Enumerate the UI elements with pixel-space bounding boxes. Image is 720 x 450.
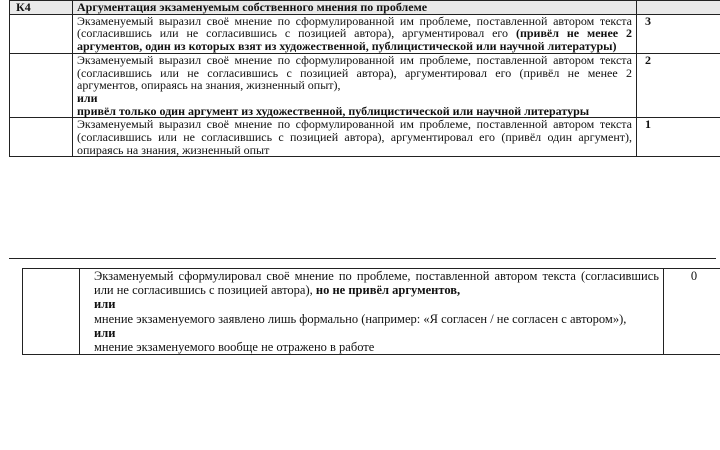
criterion-text-bold: (привёл не менее 2 аргументов, один из которых взят из художественной, публицистической или научной литературы) (77, 26, 633, 54)
criterion-description (73, 14, 637, 53)
criterion-description (73, 118, 637, 157)
criterion-text-bold: но не привёл аргументов, (315, 283, 461, 298)
criteria-table-k4-continued (22, 268, 720, 355)
page-divider (9, 258, 716, 259)
criterion-description (73, 53, 637, 118)
criterion-text-line: мнение экзаменуемого вообще не отражено в работе (94, 340, 375, 355)
or-label: или (94, 325, 116, 340)
criterion-text: Экзаменуемый выразил своё мнение по сформулированной им проблеме, поставленной автором текста (согласившись или не согласившись с позицией автора), аргументировал его (привёл не менее 2 аргументов, опираясь на знания, жизненный опыт), (77, 52, 632, 93)
criterion-code: К4 (10, 1, 73, 15)
criterion-header-row (10, 1, 720, 15)
criterion-text: Экзаменуемый выразил своё мнение по сформулированной им проблеме, поставленной автором текста (согласившись или не согласившись с позицией автора), аргументировал его (привёл один аргумент), опираясь на знания, жизненный опыт (77, 117, 632, 157)
criterion-text-bold: привёл только один аргумент из художественной, публицистической или научной литературы (77, 103, 590, 118)
score-value: 1 (637, 118, 720, 157)
criterion-title: Аргументация экзаменуемым собственного мнения по проблеме (73, 1, 637, 15)
criteria-table-k4 (9, 0, 720, 157)
criterion-score-header (637, 1, 720, 15)
or-label: или (94, 297, 116, 312)
criterion-text-line: мнение экзаменуемого заявлено лишь формально (например: «Я согласен / не согласен с автором»), (94, 311, 627, 326)
or-label: или (77, 90, 98, 105)
criterion-description (80, 269, 664, 355)
criterion-text: Экзаменуемый сформулировал своё мнение по проблеме, поставленной автором текста (согласившись или не согласившись с позицией автора), (94, 269, 659, 298)
criterion-row-score-1 (10, 118, 720, 157)
score-value: 0 (664, 269, 720, 355)
score-value: 3 (637, 14, 720, 53)
score-value: 2 (637, 53, 720, 118)
criterion-text: Экзаменуемый выразил своё мнение по сформулированной им проблеме, поставленной автором текста (согласившись или не согласившись с позицией автора), аргументировал его (77, 13, 632, 41)
criterion-row-score-2 (10, 53, 720, 118)
criterion-row-score-0 (23, 269, 720, 355)
criterion-row-score-3 (10, 14, 720, 53)
